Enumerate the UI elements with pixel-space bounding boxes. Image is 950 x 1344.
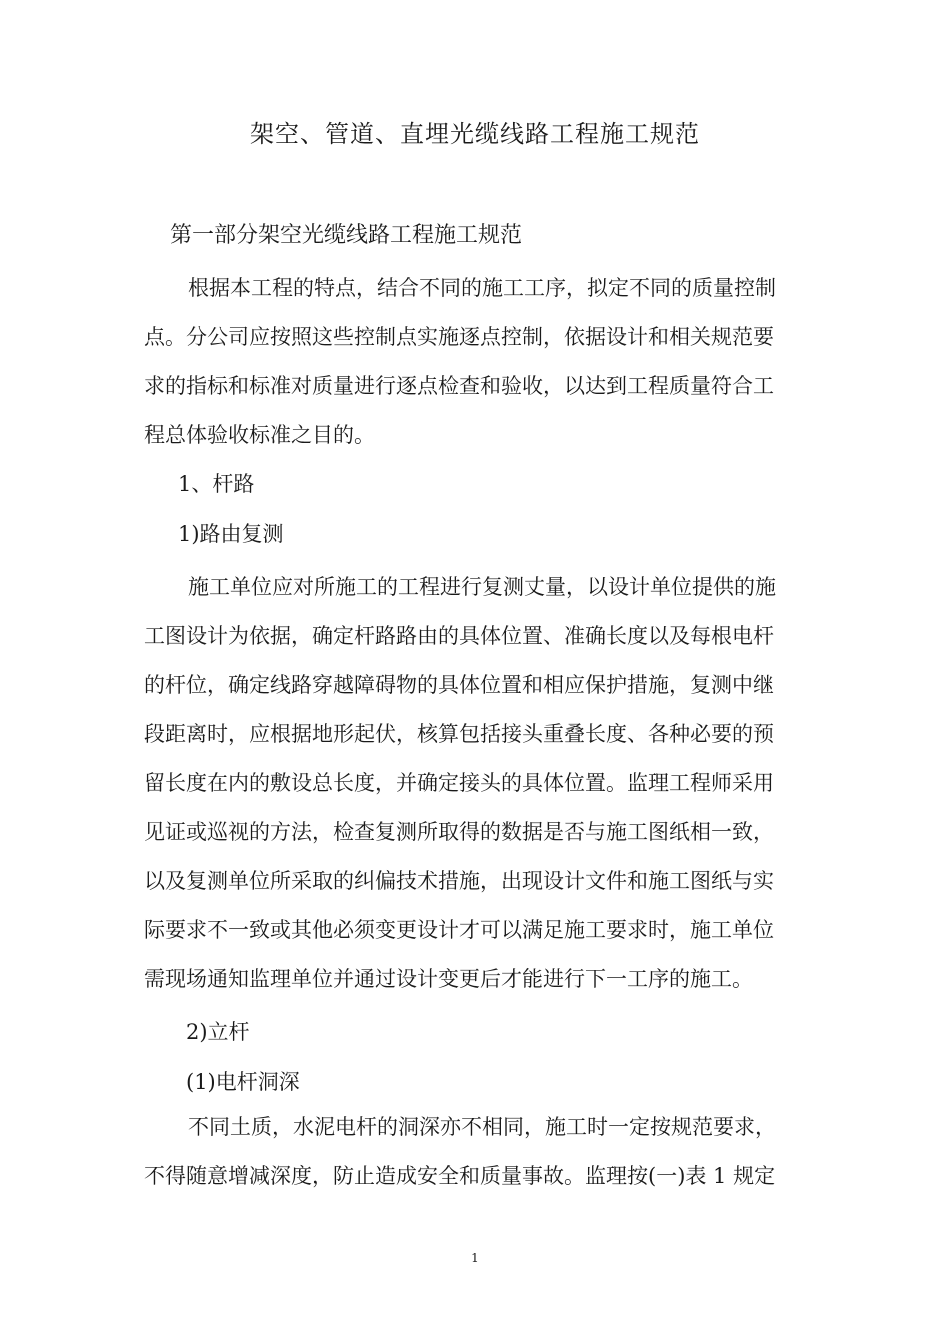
paragraph-line: 际要求不一致或其他必须变更设计才可以满足施工要求时，施工单位 bbox=[144, 918, 774, 942]
section-heading: 第一部分架空光缆线路工程施工规范 bbox=[170, 223, 523, 248]
page-number: 1 bbox=[471, 1251, 479, 1265]
heading-pole-route: 1、杆路 bbox=[178, 472, 255, 496]
document-title: 架空、管道、直埋光缆线路工程施工规范 bbox=[250, 120, 700, 148]
paragraph-line: 的杆位，确定线路穿越障碍物的具体位置和相应保护措施，复测中继 bbox=[144, 673, 774, 697]
paragraph-line: 不同土质，水泥电杆的洞深亦不相同，施工时一定按规范要求， bbox=[188, 1115, 776, 1139]
paragraph-line: 以及复测单位所采取的纠偏技术措施，出现设计文件和施工图纸与实 bbox=[144, 869, 774, 893]
paragraph-line: 需现场通知监理单位并通过设计变更后才能进行下一工序的施工。 bbox=[144, 967, 753, 991]
paragraph-line: 留长度在内的敷设总长度，并确定接头的具体位置。监理工程师采用 bbox=[144, 771, 774, 795]
heading-pole-erection: 2)立杆 bbox=[186, 1020, 250, 1044]
paragraph-line: 见证或巡视的方法，检查复测所取得的数据是否与施工图纸相一致， bbox=[144, 820, 774, 844]
paragraph-intro bbox=[144, 264, 808, 460]
heading-route-survey: 1)路由复测 bbox=[178, 522, 284, 546]
paragraph-hole-depth bbox=[144, 1103, 808, 1201]
paragraph-line: 根据本工程的特点，结合不同的施工工序，拟定不同的质量控制 bbox=[188, 276, 776, 300]
paragraph-route-survey bbox=[144, 563, 808, 1004]
paragraph-line: 求的指标和标准对质量进行逐点检查和验收，以达到工程质量符合工 bbox=[144, 374, 774, 398]
paragraph-line: 程总体验收标准之目的。 bbox=[144, 423, 375, 447]
paragraph-line: 段距离时，应根据地形起伏，核算包括接头重叠长度、各种必要的预 bbox=[144, 722, 774, 746]
paragraph-line: 工图设计为依据，确定杆路路由的具体位置、准确长度以及每根电杆 bbox=[144, 624, 774, 648]
heading-pole-hole-depth: (1)电杆洞深 bbox=[186, 1070, 300, 1094]
paragraph-line: 不得随意增减深度，防止造成安全和质量事故。监理按(一)表 1 规定 bbox=[144, 1164, 776, 1188]
paragraph-line: 施工单位应对所施工的工程进行复测丈量，以设计单位提供的施 bbox=[188, 575, 776, 599]
paragraph-line: 点。分公司应按照这些控制点实施逐点控制，依据设计和相关规范要 bbox=[144, 325, 774, 349]
